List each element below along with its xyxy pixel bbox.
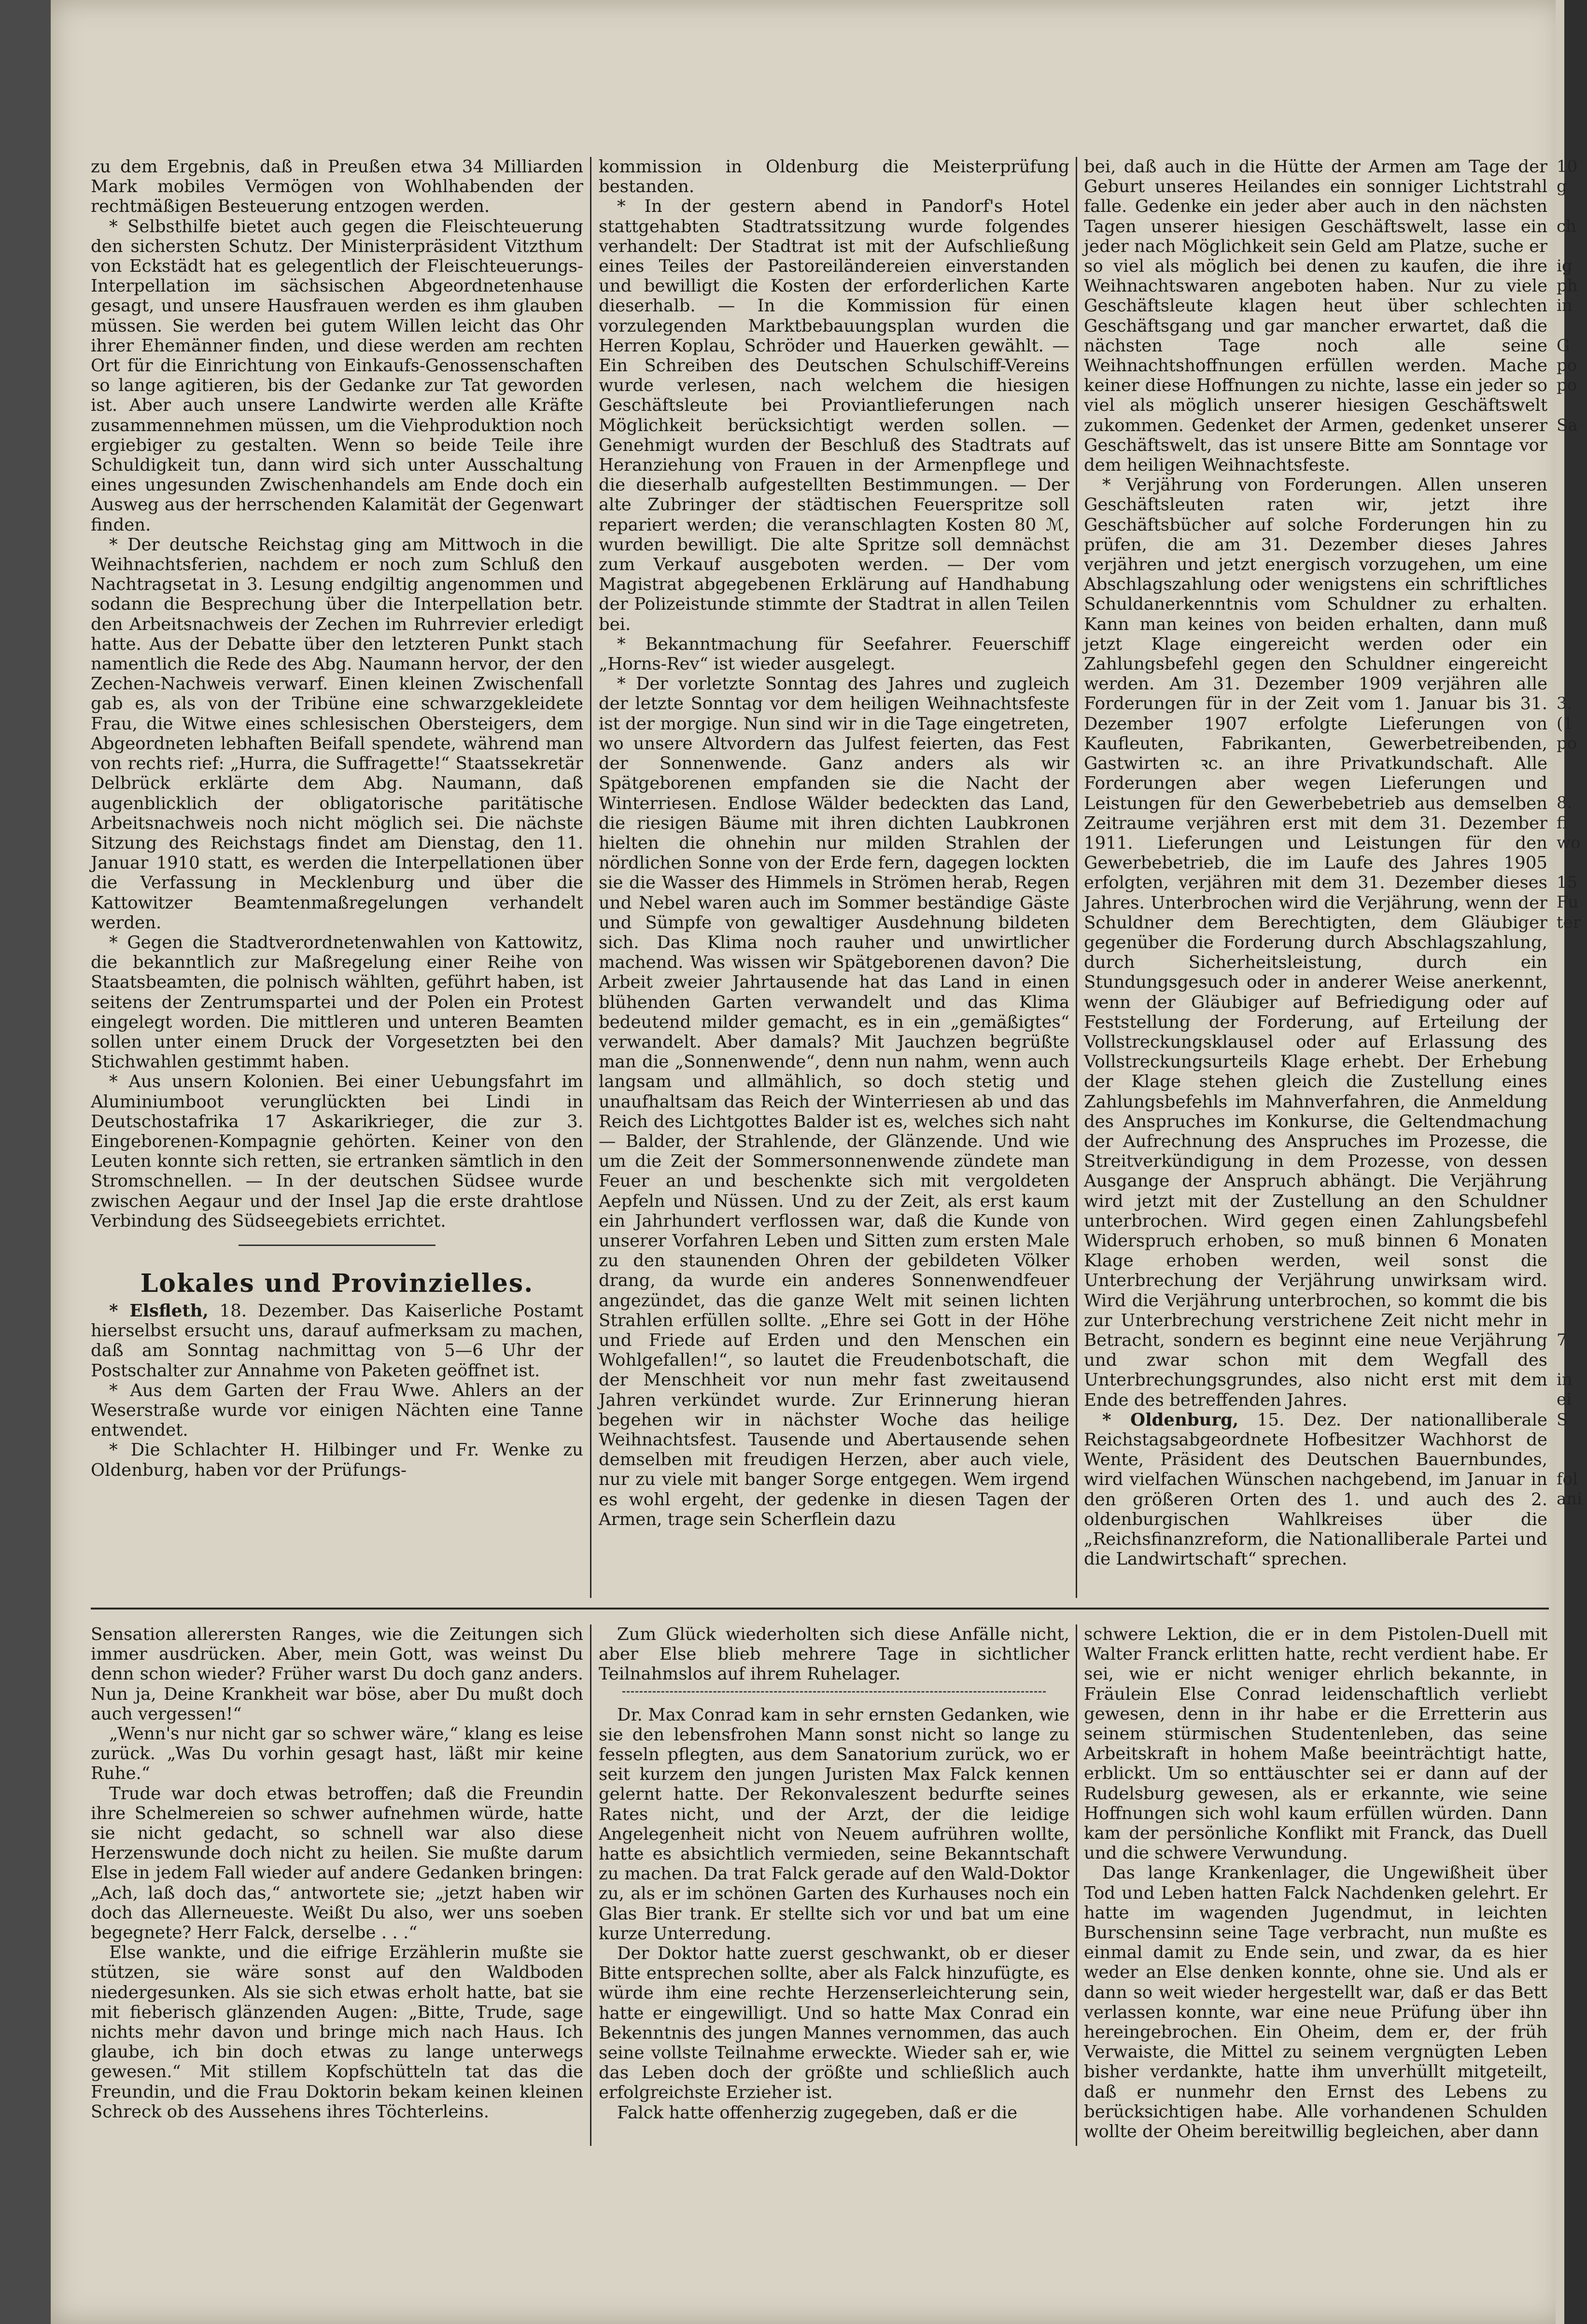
paragraph <box>599 674 1069 1529</box>
dateline: * Oldenburg, <box>1102 1410 1239 1430</box>
paragraph-text: Sensation allerersten Ranges, wie die Zeitungen sich immer ausdrücken. Aber, mein Gott, was weinst Du denn schon wieder? Früher warst Du doch ganz anders. Nun ja, Deine Krankheit war böse, aber Du mußt doch auch vergessen!“ <box>91 1624 583 1724</box>
feuilleton-column-3 <box>1084 1624 1547 2142</box>
column-rule <box>1076 1624 1077 2146</box>
strip-fragment: po <box>1557 356 1577 375</box>
paragraph-text: * Aus unsern Kolonien. Bei einer Uebungsfahrt im Aluminiumboot verunglückten bei Lindi in Deutschostafrika 17 Askarikrieger, die zur 3. Eingeborenen-Kompagnie gehörten. Keiner von den Leuten konnte sich retten, sie ertranken sämtlich in den Stromschnellen. — In der deutschen Südsee wurde zwischen Aegaur und der Insel Jap die erste drahtlose Verbindung des Südseegebiets errichtet. <box>91 1072 583 1231</box>
news-column-1 <box>91 157 583 1480</box>
paragraph <box>91 1943 583 2122</box>
column-rule <box>590 1624 591 2146</box>
strip-fragment: ani <box>1557 1489 1583 1509</box>
paragraph <box>599 1624 1069 1684</box>
paragraph-text: * Bekanntmachung für Seefahrer. Feuerschiff „Horns-Rev“ ist wieder ausgelegt. <box>599 634 1069 674</box>
feuilleton-text-3 <box>1084 1624 1547 2142</box>
paragraph-text: * Die Schlachter H. Hilbinger und Fr. Wenke zu Oldenburg, haben vor der Prüfungs- <box>91 1440 583 1480</box>
paragraph <box>1084 1624 1547 1863</box>
strip-fragment: Sa <box>1557 415 1578 435</box>
paragraph <box>91 1301 583 1381</box>
paragraph-text: * Aus dem Garten der Frau Wwe. Ahlers an der Weserstraße wurde vor einigen Nächten eine Tanne entwendet. <box>91 1380 583 1441</box>
column-1-articles <box>91 157 583 1231</box>
strip-fragment: S <box>1557 1410 1568 1429</box>
paragraph <box>599 157 1069 196</box>
strip-fragment: fol <box>1557 1470 1578 1489</box>
feuilleton-separator <box>91 1608 1549 1610</box>
paragraph-text: bei, daß auch in die Hütte der Armen am Tage der Geburt unseres Heilandes ein sonniger Lichtstrahl falle. Gedenke ein jeder aber auch in den nächsten Tagen unserer hiesigen Geschäftswelt, lasse ein jeder nach Möglichkeit sein Geld am Platze, suche er so viel als möglich bei denen zu kaufen, die ihre Weihnachtswaren angeboten haben. Nur zu viele Geschäftsleute klagen heut über schlechten Geschäftsgang und gar mancher erwartet, daß die nächsten Tage noch alle seine Weihnachtshoffnungen erfüllen werden. Mache keiner diese Hoffnungen zu nichte, lasse ein jeder so viel als möglich unserer hiesigen Geschäftswelt zukommen. Gedenket der Armen, gedenket unserer Geschäftswelt, das ist unsere Bitte am Sonntage vor dem heiligen Weihnachtsfeste. <box>1084 157 1548 476</box>
paragraph-text: * In der gestern abend in Pandorf's Hotel stattgehabten Stadtratssitzung wurde folgendes verhandelt: Der Stadtrat ist mit der Aufschließung eines Teiles der Pastoreiländereien einverstanden und bewilligt die Kosten der erforderlichen Karte dieserhalb. — In die Kommission für einen vorzulegenden Marktbebauungsplan wurden die Herren Koplau, Schröder und Hauerken gewählt. — Ein Schreiben des Deutschen Schulschiff-Vereins wurde verlesen, nach welchem die hiesigen Geschäftsleute bei Proviantlieferungen nach Möglichkeit berücksichtigt werden sollen. — Genehmigt wurden der Beschluß des Stadtrats auf Heranziehung von Frauen in der Armenpflege und die dieserhalb aufgestellten Bestimmungen. — Der alte Zubringer der städtischen Feuerspritze soll repariert werden; die veranschlagten Kosten 80 ℳ, wurden bewilligt. Die alte Spritze soll demnächst zum Verkauf ausgeboten werden. — Der vom Magistrat abgegebenen Erklärung auf Handhabung der Polizeistunde stimmte der Stadtrat in allen Teilen bei. <box>599 196 1069 634</box>
paragraph-text: „Wenn's nur nicht gar so schwer wäre,“ klang es leise zurück. „Was Du vorhin gesagt hast, läßt mir keine Ruhe.“ <box>91 1724 583 1784</box>
strip-fragment: ei <box>1557 1390 1572 1410</box>
paragraph-text: * Verjährung von Forderungen. Allen unseren Geschäftsleuten raten wir, jetzt ihre Geschäftsbücher auf solche Forderungen hin zu prüfen, die am 31. Dezember dieses Jahres verjähren und jetzt energisch vorzugehen, um eine Abschlagszahlung oder wenigstens ein schriftliches Schuldanerkenntnis vom Schuldner zu erhalten. Kann man keines von beiden erhalten, dann muß jetzt Klage eingereicht werden oder ein Zahlungsbefehl gegen den Schuldner eingereicht werden. Am 31. Dezember 1909 verjähren alle Forderungen für in der Zeit vom 1. Januar bis 31. Dezember 1907 erfolgte Lieferungen von Kaufleuten, Fabrikanten, Gewerbetreibenden, Gastwirten ꝛc. an ihre Privatkundschaft. Alle Forderungen aber wegen Lieferungen und Leistungen für den Gewerbebetrieb aus demselben Zeitraume verjähren erst mit dem 31. Dezember 1911. Lieferungen und Leistungen für den Gewerbebetrieb, die im Laufe des Jahres 1905 erfolgten, verjähren mit dem 31. Dezember dieses Jahres. Unterbrochen wird die Verjährung, wenn der Schuldner dem Berechtigten, dem Gläubiger gegenüber die Forderung durch Abschlagszahlung, durch Sicherheitsleistung, durch ein Stundungsgesuch oder in anderer Weise anerkennt, wenn der Gläubiger auf Befriedigung oder auf Feststellung der Forderung, auf Erteilung der Vollstreckungsklausel oder auf Erlassung des Vollstreckungsurteils Klage erhebt. Der Erhebung der Klage stehen gleich die Zustellung eines Zahlungsbefehls im Mahnverfahren, die Anmeldung des Anspruches im Konkurse, die Geltendmachung der Aufrechnung des Anspruches im Prozesse, die Streitverkündigung in dem Prozesse, von dessen Ausgange der Anspruch abhängt. Die Verjährung wird jetzt mit der Zustellung an den Schuldner unterbrochen. Wird gegen einen Zahlungsbefehl Widerspruch erhoben, so muß binnen 6 Monaten Klage erhoben werden, weil sonst die Unterbrechung der Verjährung unwirksam wird. Wird die Verjährung unterbrochen, so kommt die bis zur Unterbrechung verstrichene Zeit nicht mehr in Betracht, sondern es beginnt eine neue Verjährung und zwar schon mit dem Wegfall des Unterbrechungsgrundes, also nicht erst mit dem Ende des betreffenden Jahres. <box>1084 475 1547 1410</box>
strip-fragment: 8. <box>1557 793 1573 813</box>
paragraph-text: 18. Dezember. Das Kaiserliche Postamt hierselbst ersucht uns, darauf aufmerksam zu machen, daß am Sonntag nachmittag von 5—6 Uhr der Postschalter zur Annahme von Paketen geöffnet ist. <box>91 1301 583 1381</box>
feuilleton-text-2b <box>599 1705 1069 2123</box>
paragraph <box>91 933 583 1072</box>
feuilleton-text-2a <box>599 1624 1069 1684</box>
paragraph <box>599 2103 1069 2123</box>
strip-fragment: po <box>1557 733 1577 753</box>
strip-fragment: po <box>1557 376 1577 395</box>
strip-fragment: in <box>1557 1370 1573 1390</box>
column-rule <box>1076 157 1077 1598</box>
paragraph <box>91 535 583 933</box>
strip-fragment: in <box>1557 296 1573 316</box>
section-rule <box>239 1245 435 1246</box>
dashed-separator <box>622 1691 1046 1693</box>
news-column-3 <box>1084 157 1547 1569</box>
paragraph <box>91 1381 583 1441</box>
paragraph <box>91 1724 583 1784</box>
strip-fragment: ch <box>1557 216 1576 236</box>
paragraph <box>1084 157 1547 475</box>
strip-fragment: Fu <box>1557 893 1579 912</box>
paragraph-text: * Selbsthilfe bietet auch gegen die Fleischteuerung den sichersten Schutz. Der Ministerpräsident Vitzthum von Eckstädt hat es gelegentlich der Fleischteuerungs-Interpellation im sächsischen Abgeordnetenhause gesagt, und unsere Hausfrauen werden es ihm glauben müssen. Sie werden bei gutem Willen leicht das Ohr ihrer Ehemänner finden, und diese werden am rechten Ort für die Einrichtung von Einkaufs-Genossenschaften so lange agitieren, bis der Gedanke zur Tat geworden ist. Aber auch unsere Landwirte werden alle Kräfte zusammennehmen müssen, um die Viehproduktion noch ergiebiger zu gestalten. Wenn so beide Teile ihre Schuldigkeit tun, dann wird sich unter Ausschaltung eines ungesunden Zwischenhandels am Ende doch ein Ausweg aus der herrschenden Kalamität der Gegenwart finden. <box>91 216 583 535</box>
paragraph-text: Zum Glück wiederholten sich diese Anfälle nicht, aber Else blieb mehrere Tage in sichtlicher Teilnahmslos auf ihrem Ruhelager. <box>599 1624 1069 1684</box>
strip-fragment: ph <box>1557 276 1578 296</box>
paragraph-text: Das lange Krankenlager, die Ungewißheit über Tod und Leben hatten Falck Nachdenken gelehrt. Er hatte im wagenden Jugendmut, in leichten Burschensinn seine Tage verbracht, nun mußte es einmal damit zu Ende sein, und zwar, da es hier weder an Else denken konnte, ohne sie. Und als er dann so weit wieder hergestellt war, daß er das Bett verlassen konnte, war eine neue Prüfung über ihn hereingebrochen. Ein Oheim, dem er, der früh Verwaiste, die Mittel zu seinem vergnügten Leben bisher verdankte, hatte ihm unverhüllt mitgeteilt, daß er nunmehr den Ernst des Lebens zu berücksichtigen habe. Alle vorhandenen Schulden wollte der Oheim bereitwillig begleichen, aber dann <box>1084 1863 1547 2142</box>
strip-fragment: ter <box>1557 912 1581 932</box>
strip-fragment: g <box>1557 177 1567 196</box>
paragraph-text: Dr. Max Conrad kam in sehr ernsten Gedanken, wie sie den lebensfrohen Mann sonst nicht so lange zu fesseln pflegten, aus dem Sanatorium zurück, wo er seit kurzem den jungen Juristen Max Falck kennen gelernt hatte. Der Rekonvaleszent bedurfte seines Rates nicht, und der Arzt, der die leidige Angelegenheit nicht von Neuem aufrühren wollte, hatte es absichtlich vermieden, seine Bekanntschaft zu machen. Da trat Falck gerade auf den Wald-Doktor zu, als er im schönen Garten des Kurhauses noch ein Glas Bier trank. Er stellte sich vor und bat um eine kurze Unterredung. <box>599 1705 1069 1944</box>
local-news-articles <box>91 1301 583 1480</box>
news-column-2 <box>599 157 1069 1529</box>
paragraph <box>91 1624 583 1724</box>
paragraph <box>1084 1863 1547 2142</box>
strip-fragment: wo <box>1557 833 1581 853</box>
paragraph-text: * Der deutsche Reichstag ging am Mittwoch in die Weihnachtsferien, nachdem er noch zum Schluß den Nachtragsetat in 3. Lesung endgiltig angenommen und sodann die Besprechung über die Interpellation betr. den Arbeitsnachweis der Zechen im Ruhrrevier erledigt hatte. Aus der Debatte über den letzteren Punkt stach namentlich die Rede des Abg. Naumann hervor, der den Zechen-Nachweis verwarf. Einen kleinen Zwischenfall gab es, als von der Tribüne eine schwarzgekleidete Frau, die Witwe eines schlesischen Obersteigers, dem Abgeordneten lebhaften Beifall spendete, während man von rechts rief: „Hurra, die Suffragette!“ Staatssekretär Delbrück erklärte dem Abg. Naumann, daß augenblicklich der obligatorische paritätische Arbeitsnachweis noch nicht möglich sei. Die nächste Sitzung des Reichstags findet am Dienstag, den 11. Januar 1910 statt, es werden die Interpellationen über die Verfassung in Mecklenburg und über die Kattowitzer Beamtenmaßregelungen verhandelt werden. <box>91 534 583 933</box>
paragraph <box>599 1705 1069 1944</box>
feuilleton-text-1 <box>91 1624 583 2122</box>
paragraph <box>91 1784 583 1943</box>
paragraph-text: zu dem Ergebnis, daß in Preußen etwa 34 Milliarden Mark mobiles Vermögen von Wohlhabenden der rechtmäßigen Besteuerung entzogen werden. <box>91 157 583 217</box>
paragraph <box>91 217 583 535</box>
paragraph <box>599 634 1069 674</box>
paragraph <box>599 196 1069 634</box>
strip-fragment: 15 <box>1557 873 1578 893</box>
paragraph-text: * Der vorletzte Sonntag des Jahres und zugleich der letzte Sonntag vor dem heiligen Weihnachtsfeste ist der morgige. Nun sind wir in die Tage eingetreten, wo unsere Altvordern das Julfest feierten, das Fest der Sonnenwende. Ganz anders als wir Spätgeborenen empfanden sie die Nacht der Winterriesen. Endlose Wälder bedeckten das Land, die riesigen Bäume mit ihren dichten Laubkronen hielten die ohnehin nur milden Strahlen der nördlichen Sonne von der Erde fern, dagegen lockten sie die Wasser des Himmels in Strömen herab, Regen und Nebel waren auch im Sommer beständige Gäste und Sümpfe von gewaltiger Ausdehnung bildeten sich. Das Klima noch rauher und unwirtlicher machend. Was wissen wir Spätgeborenen davon? Die Arbeit zweier Jahrtausende hat das Land in einen blühenden Garten verwandelt und das Klima bedeutend milder gemacht, es in ein „gemäßigtes“ verwandelt. Aber damals? Mit Jauchzen begrüßte man die „Sonnenwende“, denn nun nahm, wenn auch langsam und allmählich, so doch stetig und unaufhaltsam das Reich der Winterriesen ab und das Reich des Lichtgottes Balder ist es, welches sich naht — Balder, der Strahlende, der Glänzende. Und wie um die Zeit der Sommersonnenwende zündete man Feuer an und beschenkte sich mit vergoldeten Aepfeln und Nüssen. Und zu der Zeit, als erst kaum ein Jahrhundert verflossen war, daß die Kunde von unserer Vorfahren Leben und Sitten zum ersten Male zu den staunenden Ohren der gebildeten Völker drang, da wurde ein anderes Sonnenwendfeuer angezündet, das die ganze Welt mit seinen lichten Strahlen erfüllen sollte. „Ehre sei Gott in der Höhe und Friede auf Erden und den Menschen ein Wohlgefallen!“, so lautet die Freudenbotschaft, die der Menschheit vor nun mehr fast zweitausend Jahren verkündet wurde. Zur Erinnerung hieran begehen wir in nächster Woche das heilige Weihnachtsfest. Tausende und Abertausende sehen demselben mit freudigen Herzen, aber auch viele, nur zu viele mit banger Sorge entgegen. Wem irgend es wohl ergeht, der gedenke in diesen Tagen der Armen, trage sein Scherflein dazu <box>599 674 1069 1529</box>
strip-fragment: (1 <box>1557 714 1573 733</box>
paragraph <box>1084 1410 1547 1569</box>
strip-fragment: 3. <box>1557 694 1573 714</box>
paragraph <box>91 157 583 217</box>
paragraph-text: schwere Lektion, die er in dem Pistolen-Duell mit Walter Franck erlitten hatte, recht verdient habe. Er sei, wie er nicht weniger ehrlich bekannte, in Fräulein Else Conrad leidenschaftlich verliebt gewesen, denn in ihr habe er die Erretterin aus seinem stürmischen Studentenleben, das seine Arbeitskraft in hohem Maße beeinträchtigt hatte, erblickt. Um so enttäuschter sei er dann auf der Rudelsburg gewesen, als er erkannte, wie seine Hoffnungen sich wohl kaum erfüllen würden. Dann kam der persönliche Konflikt mit Franck, das Duell und die schwere Verwundung. <box>1084 1624 1547 1863</box>
strip-fragment: 7 <box>1557 1330 1567 1350</box>
paragraph-text: 15. Dez. Der nationalliberale Reichstagsabgeordnete Hofbesitzer Wachhorst de Wente, Präsident des Deutschen Bauernbundes, wird vielfachen Wünschen nachgebend, im Januar in den größeren Orten des 1. und auch des 2. oldenburgischen Wahlkreises über die „Reichsfinanzreform, die Nationalliberale Partei und die Landwirtschaft“ sprechen. <box>1084 1410 1547 1569</box>
paragraph-text: Else wankte, und die eifrige Erzählerin mußte sie stützen, sie wäre sonst auf den Waldboden niedergesunken. Als sie sich etwas erholt hatte, bat sie mit fieberisch glänzenden Augen: „Bitte, Trude, sage nichts mehr davon und bringe mich nach Haus. Ich glaube, ich bin doch etwas zu lange unterwegs gewesen.“ Mit stillem Kopfschütteln tat das die Freundin, und die Frau Doktorin bekam keinen kleinen Schreck ob des Aussehens ihres Töchterleins. <box>91 1943 583 2122</box>
paragraph-text: kommission in Oldenburg die Meisterprüfung bestanden. <box>599 157 1069 197</box>
strip-fragment: G <box>1557 336 1570 355</box>
paragraph <box>91 1072 583 1231</box>
paragraph-text: Der Doktor hatte zuerst geschwankt, ob er dieser Bitte entsprechen sollte, aber als Falck hinzufügte, es würde ihm eine rechte Herzenserleichterung sein, hatte er eingewilligt. Und so hatte Max Conrad ein Bekenntnis des jungen Mannes vernommen, das auch seine vollste Teilnahme erweckte. Wieder sah er, wie das Leben doch der größte und schließlich auch erfolgreichste Erzieher ist. <box>599 1944 1069 2103</box>
section-heading-local: Lokales und Provinzielles. <box>140 1268 534 1298</box>
column-rule <box>590 157 591 1598</box>
paragraph <box>1084 475 1547 1410</box>
feuilleton-column-2 <box>599 1624 1069 2123</box>
paragraph <box>91 1440 583 1480</box>
paragraph-text: Falck hatte offenherzig zugegeben, daß er die <box>617 2102 1018 2123</box>
paragraph-text: Trude war doch etwas betroffen; daß die Freundin ihre Schelmereien so schwer aufnehmen würde, hatte sie nicht gedacht, so schnell war also diese Herzenswunde doch nicht zu heilen. Sie mußte darum Else in jedem Fall wieder auf andere Gedanken bringen: „Ach, laß doch das,“ antwortete sie; „jetzt haben wir doch das Allerneueste. Weißt Du also, wer uns soeben begegnete? Herr Falck, derselbe . . .“ <box>91 1783 583 1943</box>
paragraph <box>599 1944 1069 2103</box>
dateline: * Elsfleth, <box>109 1301 209 1321</box>
strip-fragment: fi <box>1557 813 1568 833</box>
strip-fragment: 10 <box>1557 157 1578 176</box>
column-2-articles <box>599 157 1069 1529</box>
feuilleton-column-1 <box>91 1624 583 2122</box>
column-3-articles <box>1084 157 1547 1569</box>
paragraph-text: * Gegen die Stadtverordnetenwahlen von Kattowitz, die bekanntlich zur Maßregelung einer Reihe von Staatsbeamten, die polnisch wählten, geführt haben, ist seitens der Zentrumspartei und der Polen ein Protest eingelegt worden. Die mittleren und unteren Beamten sollen unter einem Druck der Vorgesetzten bei den Stichwahlen gestimmt haben. <box>91 932 583 1072</box>
strip-fragment: ig <box>1557 256 1573 276</box>
